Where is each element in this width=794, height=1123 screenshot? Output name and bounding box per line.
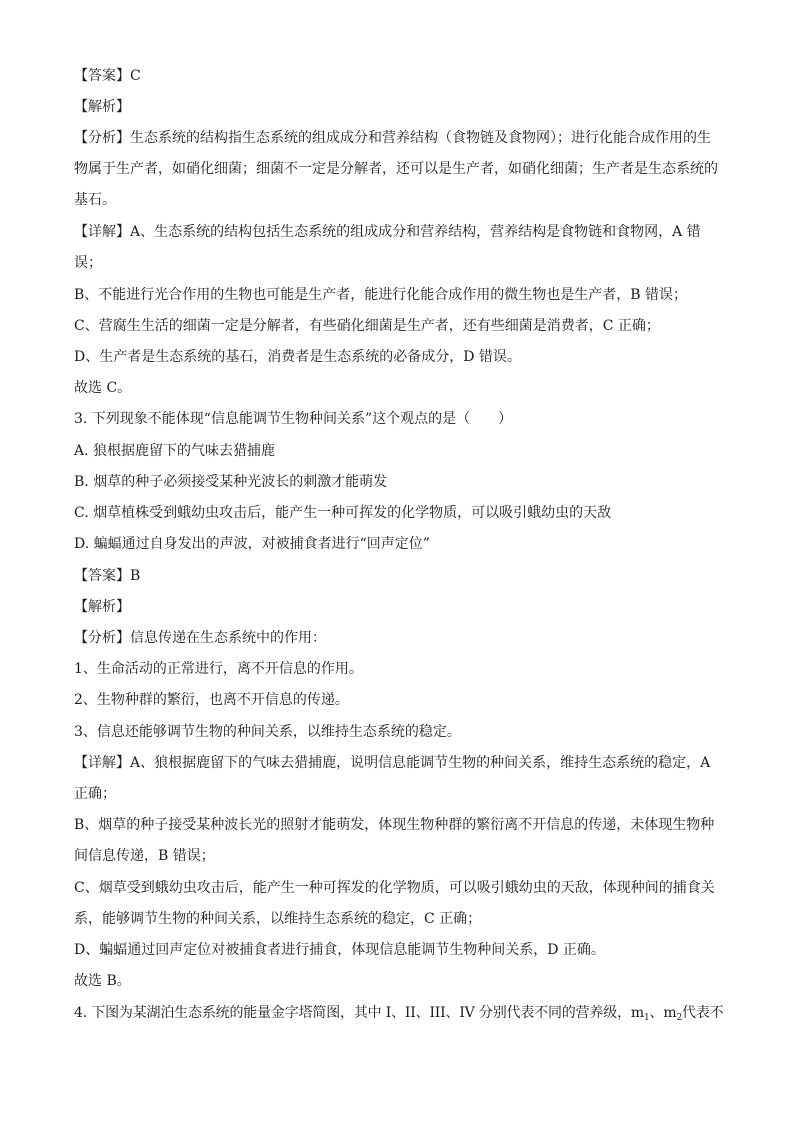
q3-detail-d: D、蝙蝠通过回声定位对被捕食者进行捕食，体现信息能调节生物种间关系，D 正确。 bbox=[74, 942, 605, 958]
q2-analysis-line-2: 物属于生产者，如硝化细菌；细菌不一定是分解者，还可以是生产者，如硝化细菌；生产者是生态系统的 bbox=[74, 161, 718, 177]
q4-subscript-1: 1 bbox=[643, 1013, 650, 1023]
q4-stem-start: 4. 下图为某湖泊生态系统的能量金字塔简图，其中 I、II、III、IV 分别代表不同的营养级，m bbox=[74, 1005, 644, 1021]
detail-tag: 【详解】 bbox=[74, 755, 130, 771]
q3-detail-c-line-1: C、烟草受到蛾幼虫攻击后，能产生一种可挥发的化学物质，可以吸引蛾幼虫的天敌，体现种间的捕食关 bbox=[74, 880, 715, 896]
q3-stem: 3. 下列现象不能体现“信息能调节生物种间关系”这个观点的是（ ） bbox=[74, 411, 513, 427]
q4-stem-sep: 、m bbox=[649, 1005, 677, 1021]
q2-detail-c: C、营腐生生活的细菌一定是分解者，有些硝化细菌是生产者，还有些细菌是消费者，C 正确； bbox=[74, 318, 660, 334]
analysis-text: 信息传递在生态系统中的作用： bbox=[130, 630, 326, 646]
answer-tag: 【答案】 bbox=[74, 568, 130, 584]
q3-analysis-line-3: 3、信息还能够调节生物的种间关系，以维持生态系统的稳定。 bbox=[74, 724, 461, 740]
analysis-tag: 【分析】 bbox=[74, 630, 130, 646]
q2-detail-a-line-1 bbox=[74, 222, 724, 242]
explain-tag: 【解析】 bbox=[74, 99, 130, 115]
q2-conclusion: 故选 C。 bbox=[74, 380, 132, 396]
q4-stem-end: 代表不 bbox=[682, 1005, 724, 1021]
q2-detail-a-line-2: 误； bbox=[74, 255, 102, 271]
q3-option-c: C. 烟草植株受到蛾幼虫攻击后，能产生一种可挥发的化学物质，可以吸引蛾幼虫的天敌 bbox=[74, 505, 612, 521]
detail-text: A、狼根据鹿留下的气味去猎捕鹿，说明信息能调节生物的种间关系，维持生态系统的稳定，A bbox=[130, 755, 711, 771]
detail-text: A、生态系统的结构包括生态系统的组成成分和营养结构，营养结构是食物链和食物网，A 错 bbox=[130, 224, 701, 240]
q2-explain-tag bbox=[74, 97, 724, 117]
q3-analysis-line-0 bbox=[74, 628, 724, 648]
q3-option-a: A. 狼根据鹿留下的气味去猎捕鹿 bbox=[74, 443, 276, 459]
q4-subscript-2: 2 bbox=[676, 1013, 682, 1023]
explain-tag: 【解析】 bbox=[74, 599, 130, 615]
q2-detail-b: B、不能进行光合作用的生物也可能是生产者，能进行化能合成作用的微生物也是生产者，B 错误； bbox=[74, 287, 688, 303]
q4-stem bbox=[74, 1003, 724, 1028]
q3-detail-a-line-1 bbox=[74, 753, 724, 773]
analysis-text: 生态系统的结构指生态系统的组成成分和营养结构（食物链及食物网）；进行化能合成作用的生 bbox=[130, 130, 711, 146]
q3-detail-b-line-1: B、烟草的种子接受某种波长光的照射才能萌发，体现生物种群的繁衍离不开信息的传递，未体现生物种 bbox=[74, 817, 715, 833]
q2-answer-line bbox=[74, 66, 724, 86]
q3-option-d: D. 蝙蝠通过自身发出的声波，对被捕食者进行“回声定位” bbox=[74, 536, 430, 552]
q3-detail-a-line-2: 正确； bbox=[74, 786, 116, 802]
q2-analysis-line-1 bbox=[74, 128, 724, 148]
q3-detail-b-line-2: 间信息传递，B 错误； bbox=[74, 848, 215, 864]
answer-value: B bbox=[130, 568, 141, 584]
q2-analysis-line-3: 基石。 bbox=[74, 192, 116, 208]
q3-conclusion: 故选 B。 bbox=[74, 973, 131, 989]
q3-option-b: B. 烟草的种子必须接受某种光波长的刺激才能萌发 bbox=[74, 474, 388, 490]
detail-tag: 【详解】 bbox=[74, 224, 130, 240]
q3-explain-tag bbox=[74, 597, 724, 617]
q3-analysis-line-2: 2、生物种群的繁衍，也离不开信息的传递。 bbox=[74, 692, 349, 708]
q2-detail-d: D、生产者是生态系统的基石，消费者是生态系统的必备成分，D 错误。 bbox=[74, 349, 521, 365]
answer-value: C bbox=[130, 68, 141, 84]
q3-answer-line bbox=[74, 566, 724, 586]
q3-analysis-line-1: 1、生命活动的正常进行，离不开信息的作用。 bbox=[74, 661, 363, 677]
q3-detail-c-line-2: 系，能够调节生物的种间关系，以维持生态系统的稳定，C 正确； bbox=[74, 911, 482, 927]
analysis-tag: 【分析】 bbox=[74, 130, 130, 146]
answer-tag: 【答案】 bbox=[74, 68, 130, 84]
